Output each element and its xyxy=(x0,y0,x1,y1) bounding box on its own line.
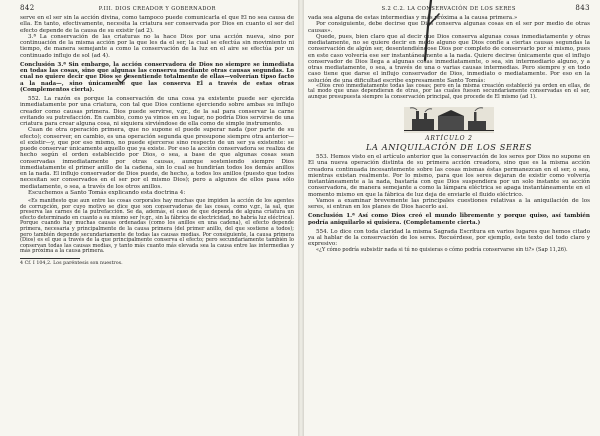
paragraph: Cuan de otra operación primera, que no supone el puede superar nada (por parte de su efecto); conserver, en cambio, es una operación segunda que presupone siempre otra anterior—el existir—y, que por eso mismo, no puede ejercerse sino respecto de un ser ya existente: se puede conservar únicamente aquello que ya existe. Por eso la acción conservadora se realiza de hecho según el orden establecido por Dios, o sea, a base de que algunas cosas sean conservadas inmediatamente por otras causas, aunque sosteniendo siempre Dios inmediatamente el primer anillo de la cadena, sin lo cual se hundirían todos los demás anillos en la nada. El influjo conservador de Dios puede, de hecho, a todos los anillos (puesto que todos necesitan ser conservados en el ser por el mismo Dios); pero a algunos de ellos pasa sólo mediatamente, o sea, a través de los otros anillos. xyxy=(20,127,294,190)
right-page-header xyxy=(308,4,590,12)
factory-engraving-icon xyxy=(404,107,494,133)
footnote-rule xyxy=(20,258,80,259)
block-quote: «Dios creó inmediatamente todas las cosas; pero en la misma creación estableció ya orden en ellas, de tal modo que unas dependieran de otras, por las cuales fuesen secundariamente conservadas en el ser, aunque presupuesta siempre la conservación principal, que procede de El mismo (ad 1). xyxy=(308,82,590,100)
paragraph: Escuchemos a Santo Tomás explicando esta doctrina 4: xyxy=(28,189,186,196)
paragraph: vada sea alguna de estas intermedias y más próxima a la causa primera.» xyxy=(308,15,518,21)
paragraph-553: 553. Hemos visto en el artículo anterior que la conservación de los seres por Dios no supone en El una nueva operación distinta de su primera acción creadora, sino que es la misma acción creadora continuada incesantemente sobre las cosas mismas éstas permanezcan en el ser, o sea, mientras existan realmente. Por lo mismo, para que los seres dejaran de existir como volvería instantáneamente a la nada, bastaría con que Dios suspendiera por un solo instante su acción conservadora, de manera semejante a como la lámpara eléctrica se apaga instantáneamente en el momento mismo en que la fábrica de luz deja de enviarle el fluido eléctrico. xyxy=(308,154,590,198)
right-running-head: S.2 C.2. LA CONSERVACIÓN DE LOS SERES xyxy=(381,6,516,12)
paragraph: Quede, pues, bien claro que al decir que Dios conserva algunas cosas inmediatamente y otras mediatamente, no se quiere decir en modo alguno que Dios confíe a ciertas causas segundas la conservación de algún ser, desentendiéndose Dios por completo de conservarlo por sí mismo, pues en este caso volvería ese ser instantáneamente a la nada. Quiere decirse únicamente que el influjo conservador de Dios llega a algunas cosas inmediatamente, o sea, sin intermediario alguno, y a otras mediatamente, o sea, a través de una o varias causas intermedias. Pero siempre y en todo caso tiene que darse el influjo conservador de Dios, inmediato o mediatamente. Por eso en la solución de una dificultad escribe expresamente Santo Tomás: xyxy=(308,33,590,84)
left-page xyxy=(20,4,294,432)
paragraph: Por consiguiente, debe decirse que Dios conserva algunas cosas en el ser por medio de otras causas». xyxy=(308,21,590,34)
right-page xyxy=(308,4,590,432)
engraving-vignette xyxy=(308,107,590,133)
article-title: LA ANIQUILACIÓN DE LOS SERES xyxy=(365,141,533,152)
paragraph: serve en el ser sin la acción divina, como tampoco puede comunicarla el que El no sea causa de ella. En tanto, efectivamente, necesita la criatura ser conservada por Dios en cuanto el ser del efecto depende de la causa de su existir (ad 2). xyxy=(20,15,294,34)
paragraph-554: 554. Lo dice con toda claridad la misma Sagrada Escritura en varios lugares que hemos citado ya al hablar de la conservación de los seres. Recuérdese, por ejemplo, este texto del todo claro y expresivo: xyxy=(308,228,590,248)
left-page-header xyxy=(20,4,294,12)
block-quote: «Es manifiesto que aun entre las cosas corporales hay muchas que impiden la acción de los agentes de corrupción, por cuyo motivo se dice que son conservadoras de las cosas, como v.gr., la sal, que preserva las carnes de la putrefacción. Se da, además, el caso de que dependa de alguna criatura un efecto determinado en cuanto a su mismo ser (v.gr., sin la fábrica de electricidad, no habría luz eléctrica). Porque cuando hay muchas causas ordenadas (como los anillos en una cadena), el efecto depende primera, necesaria y principalmente de la causa primera (del primer anillo, del que sostiene a todos); pero también depende secundariamente de todas las causas medias. Por consiguiente, la causa primera (Dios) es el que a través de la que principalmente conserva el efecto; pero secundariamente también lo conservan todas las causas medias, y tanto más cuanto más elevada sea la causa entre las intermedias y más próxima a la causa primera. xyxy=(20,198,294,255)
footnote: 4 Cf. I 104,2. Los paréntesis son nuestros. xyxy=(20,260,123,266)
paragraph: Vamos a examinar brevemente las principales cuestiones relativas a la aniquilación de los seres, si entran en los planes de Dios hacerlo así. xyxy=(308,197,590,211)
right-page-number: 843 xyxy=(575,4,590,12)
paragraph: 3.ª La conservación de las criaturas no la hace Dios por una acción nueva, sino por continuación de la misma acción por la que les da el ser, la cual se efectúa sin movimiento ni tiempo, de manera semejante a como la conservación de la luz en el aire se efectúa por un continuado influjo de sol (ad 4). xyxy=(20,33,294,59)
block-quote: «¿Y cómo podría subsistir nada si tú no quisieras o cómo podría conservarse sin ti?» (Sap 11,26). xyxy=(316,246,568,253)
pen-annotation-icon xyxy=(409,0,449,64)
left-page-number: 842 xyxy=(20,4,35,12)
margin-check-icon xyxy=(116,74,130,84)
conclusion-3: Conclusión 3.ª Sin embargo, la acción conservadora de Dios no siempre se inmediata en todas las cosas, sino que algunas las conserva mediante otras causas segundas. Lo cual no quiere decir que Dios se desentiende totalmente de ellas—volverían tipso facto a la nada—, sino únicamente que las conserva El a través de estas otras (Complementos cierta). xyxy=(20,61,294,93)
book-gutter xyxy=(298,0,304,436)
left-running-head: P.III. DIOS CREADOR Y GOBERNADOR xyxy=(98,6,216,12)
paragraph-552: 552. La razón es porque la conservación de una cosa ya existente puede ser ejercida inmediatamente por una criatura, con tal que Dios contiene ejerciendo sobre ambas su influjo creador como causas primera. Dios puede servirse, v.gr., de la sal para conservar la carne evitando su putrefacción. En cambio, como ya vimos en su lugar, no podría Dios servirse de una criatura para crear alguna cosa, ni siquiera sirviéndose de ella como de simple instrumento. xyxy=(20,96,294,127)
conclusion-1: Conclusión 1.ª Así como Dios creó el mundo libremente y porque quiso, así también podría aniquilarlo si quisiera. (Completamente cierta.) xyxy=(308,213,590,226)
article-label: ARTÍCULO 2 xyxy=(425,134,473,142)
